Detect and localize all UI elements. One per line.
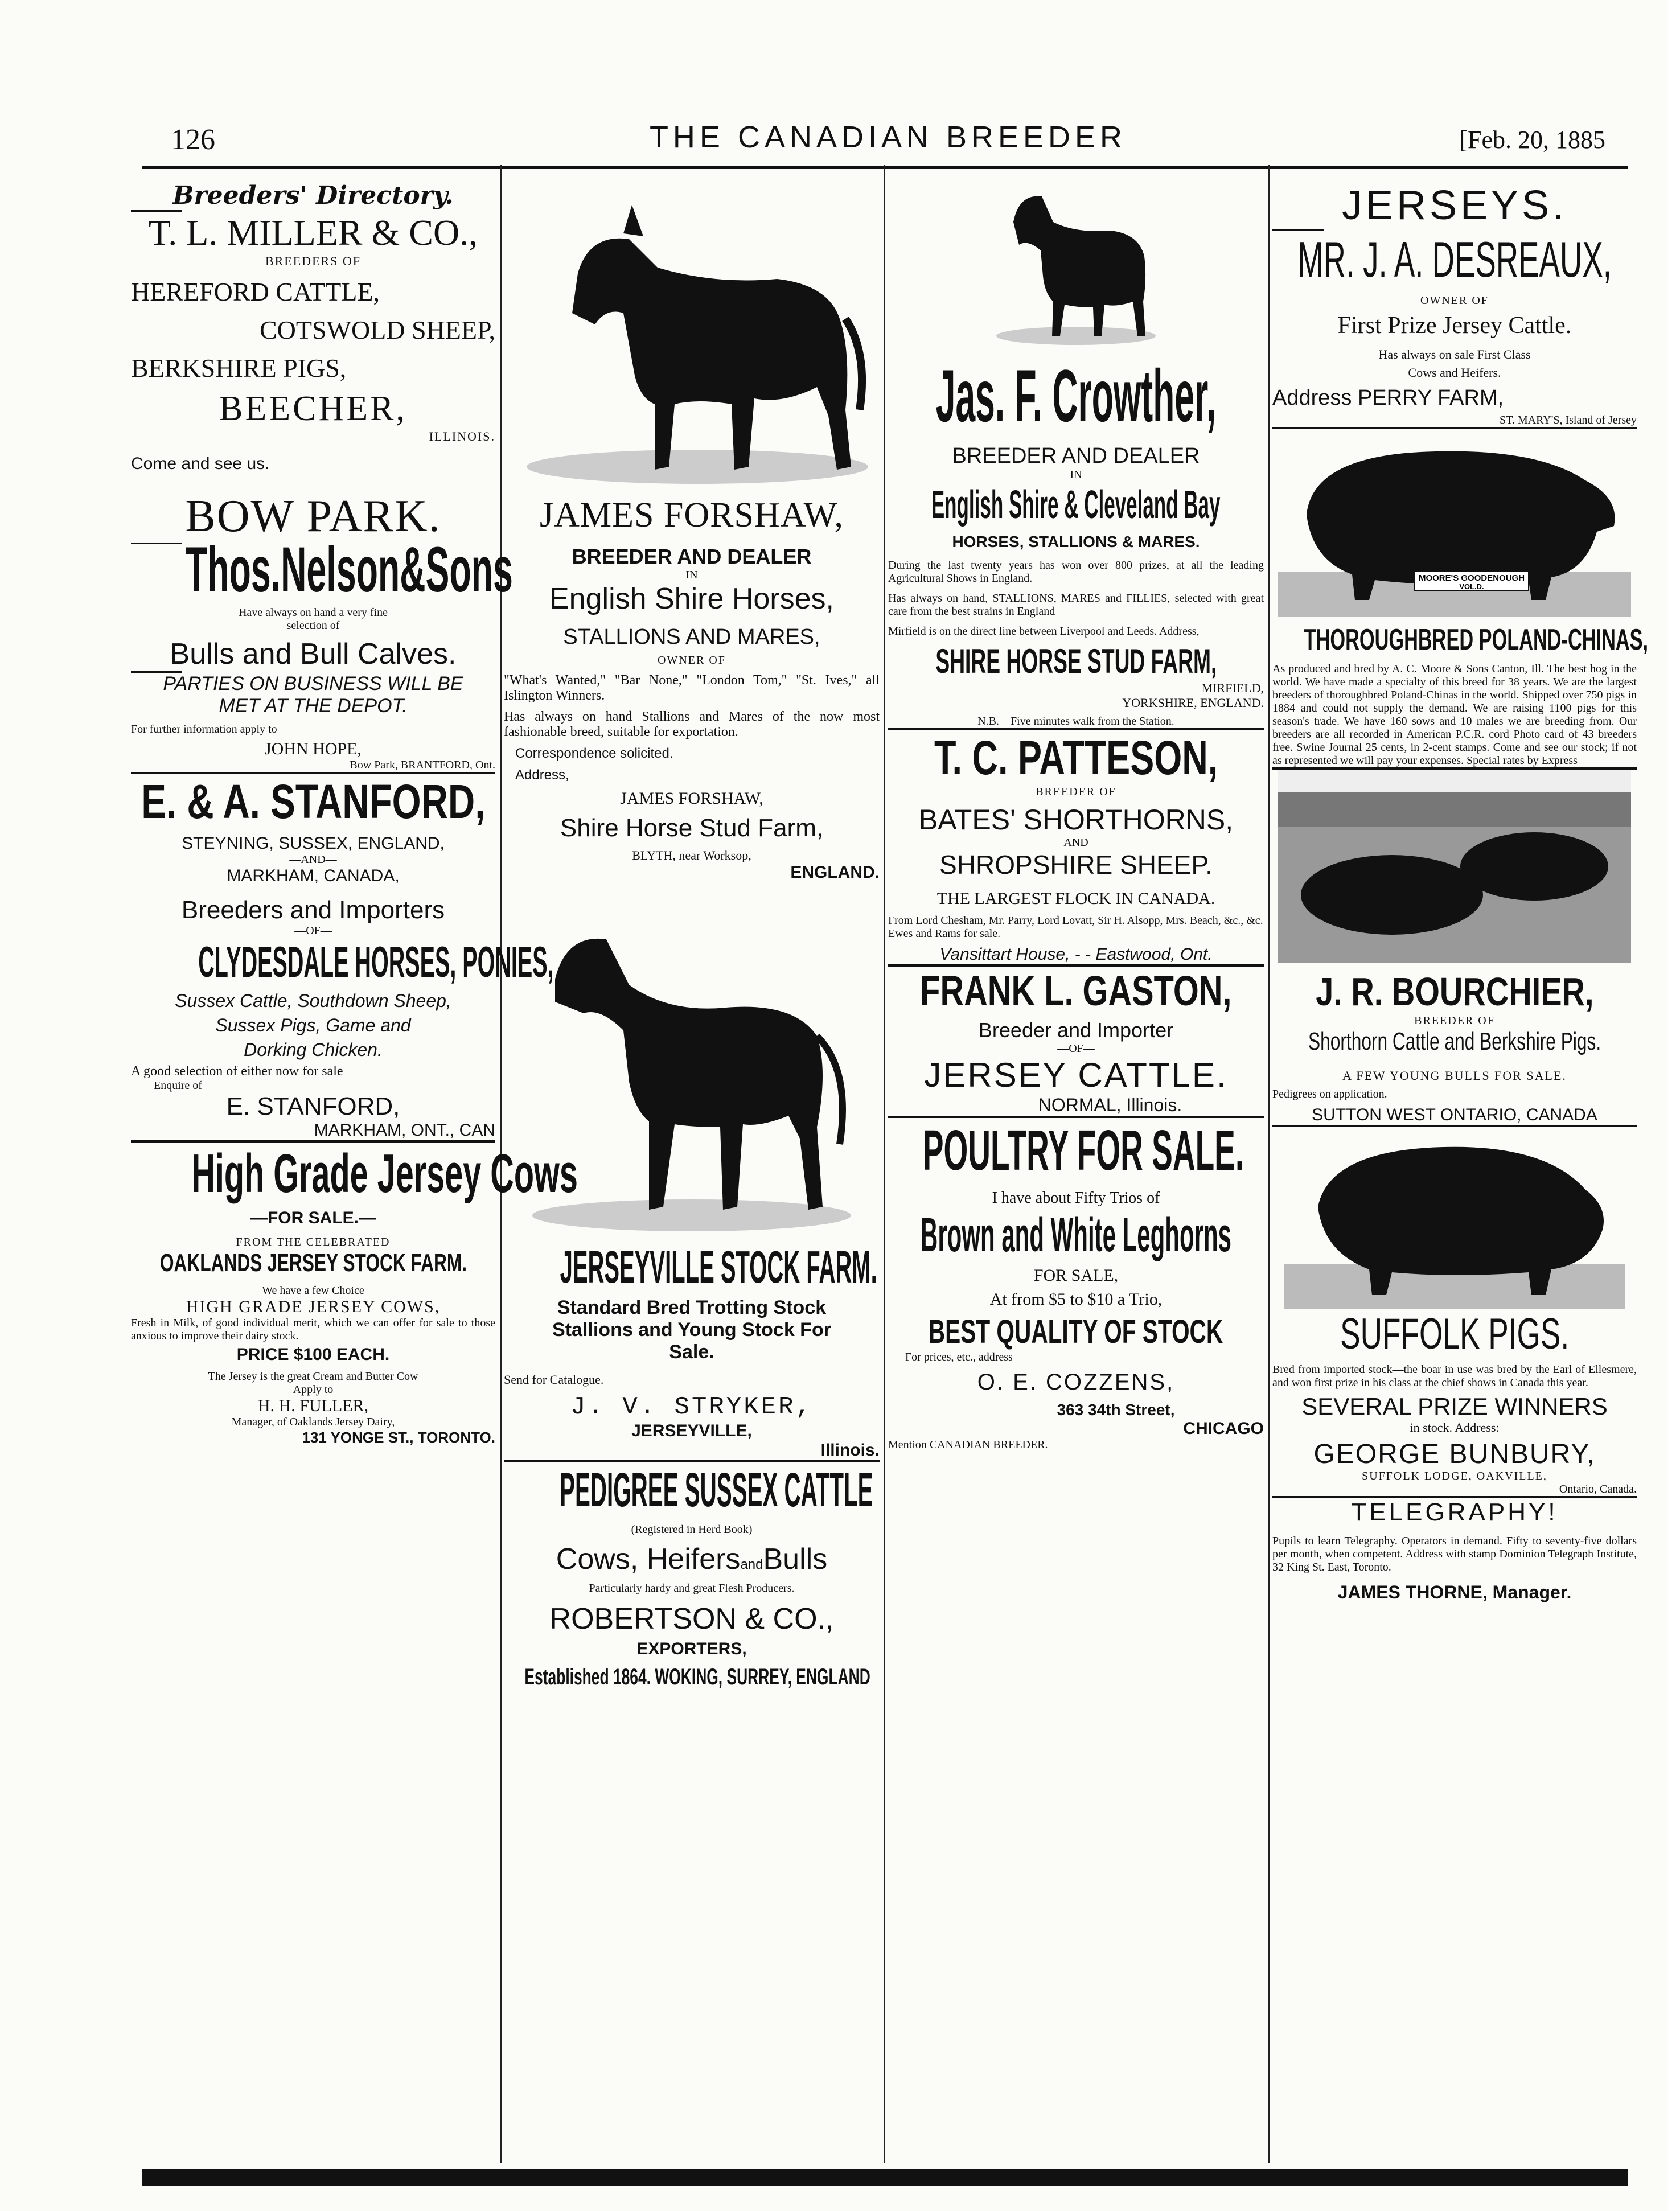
ad-text: Has always on sale First Class [1378, 347, 1531, 361]
nelson-heading: Thos.Nelson&Sons [185, 534, 513, 605]
ad-text: English Shire & Cleveland Bay [931, 482, 1221, 527]
column-3 [888, 171, 1264, 2163]
shire-horse-illustration [510, 171, 874, 495]
ad-text: —IN— [674, 569, 709, 581]
ad-text: Vansittart House, - - Eastwood, Ont. [939, 945, 1213, 964]
ad-text: JAMES FORSHAW, [620, 789, 763, 808]
header-rule [142, 166, 1628, 169]
ad-text: OWNER OF [1420, 294, 1489, 307]
ad-text: During the last twenty years has won over 800 prizes, at all the leading Agricultural Shows in England. [888, 559, 1264, 585]
ad-text: EXPORTERS, [636, 1639, 747, 1658]
ad-text: ROBERTSON & CO., [549, 1602, 834, 1635]
ad-text: CLYDESDALE HORSES, PONIES, [198, 938, 554, 987]
ad-text: OAKLANDS JERSEY STOCK FARM. [159, 1249, 467, 1277]
ad-text: NORMAL, Illinois. [1038, 1095, 1182, 1115]
ad-text: Has always on hand, STALLIONS, MARES and FILLIES, selected with great care from the best strains in England [888, 592, 1264, 618]
ad-text [504, 1542, 880, 1576]
bourchier-heading: J. R. BOURCHIER, [1315, 969, 1594, 1014]
ad-text: OWNER OF [658, 654, 726, 667]
ad-text: I have about Fifty Trios of [992, 1189, 1160, 1207]
ad-text: Sussex Cattle, Southdown Sheep, [175, 991, 451, 1011]
ad-text: JERSEYVILLE, [631, 1421, 752, 1440]
ad-text: BREEDER AND DEALER [572, 545, 812, 568]
poland-china-pig-illustration [1278, 429, 1631, 617]
poland-heading: THOROUGHBRED POLAND-CHINAS, [1304, 623, 1649, 656]
jerseys-heading: JERSEYS. [1341, 183, 1568, 228]
trotting-horse-illustration [521, 899, 862, 1241]
ad-text: FOR SALE, [1033, 1266, 1119, 1285]
bottom-bar [142, 2169, 1628, 2186]
ad-text: N.B.—Five minutes walk from the Station. [977, 715, 1174, 728]
ad-text: Cows, Heifers [556, 1543, 741, 1576]
ad-text: BREEDERS OF [265, 254, 362, 268]
ad-text: A good selection of either now for sale [131, 1064, 343, 1079]
ad-text: SUTTON WEST ONTARIO, CANADA [1312, 1106, 1597, 1124]
ad-text: CHICAGO [1183, 1419, 1264, 1438]
ad-text: Send for Catalogue. [504, 1372, 604, 1387]
ad-text: IN [1070, 468, 1082, 481]
issue-date: [Feb. 20, 1885 [1459, 126, 1605, 154]
ad-text: STALLIONS AND MARES, [563, 625, 820, 649]
ad-text: Cows and Heifers. [1408, 365, 1501, 380]
ad-text: HIGH GRADE JERSEY COWS, [186, 1297, 441, 1316]
ad-text: "What's Wanted," "Bar None," "London Tom," "St. Ives," all Islington Winners. [504, 673, 880, 703]
ad-text: Dorking Chicken. [244, 1039, 383, 1060]
ad-text: ILLINOIS. [429, 429, 495, 443]
ad-text: Shorthorn Cattle and Berkshire Pigs. [1308, 1028, 1601, 1055]
page-number: 126 [171, 124, 215, 156]
suffolk-pig-illustration [1284, 1127, 1625, 1309]
directory-title: Breeders' Directory. [172, 181, 454, 210]
ad-text: Enquire of [154, 1079, 202, 1092]
ad-text: The Jersey is the great Cream and Butter Cow [208, 1370, 418, 1383]
ad-text: First Prize Jersey Cattle. [1337, 313, 1572, 339]
ad-text: Manager, of Oaklands Jersey Dairy, [231, 1416, 395, 1428]
ad-text: Ontario, Canada. [1559, 1483, 1637, 1495]
ad-text: YORKSHIRE, ENGLAND. [1122, 696, 1264, 710]
ad-text: Brown and White Leghorns [921, 1208, 1231, 1261]
ad-text: E. STANFORD, [226, 1092, 400, 1120]
ad-text: BATES' SHORTHORNS, [918, 804, 1234, 836]
ad-text: BEECHER, [219, 389, 407, 428]
column-rule [884, 165, 885, 2163]
ad-text: PRICE $100 EACH. [236, 1345, 390, 1364]
jerseyville-heading: JERSEYVILLE STOCK FARM. [560, 1242, 877, 1292]
ad-text: Address PERRY FARM, [1272, 386, 1504, 410]
ad-text: J. V. STRYKER, [570, 1393, 813, 1421]
ad-text: MARKHAM, ONT., CAN [314, 1121, 495, 1140]
ad-text: PARTIES ON BUSINESS WILL BE [163, 673, 463, 694]
ad-text: HEREFORD CATTLE, [131, 277, 380, 306]
ad-text: MARKHAM, CANADA, [227, 866, 400, 885]
ad-text: STEYNING, SUSSEX, ENGLAND, [182, 834, 445, 853]
ad-text: We have a few Choice [262, 1284, 364, 1297]
ad-text: —OF— [1057, 1042, 1095, 1055]
ad-text: Illinois. [820, 1441, 880, 1460]
poultry-heading: POULTRY FOR SALE. [922, 1119, 1244, 1182]
sussex-cattle-heading: PEDIGREE SUSSEX CATTLE [560, 1463, 873, 1517]
bow-park-heading: BOW PARK. [185, 491, 441, 541]
ad-text: MET AT THE DEPOT. [219, 695, 408, 717]
ad-text: GEORGE BUNBURY, [1313, 1439, 1596, 1469]
ad-text: At from $5 to $10 a Trio, [989, 1290, 1163, 1309]
ad-text: Breeder and Importer [978, 1018, 1174, 1042]
ad-text: Apply to [293, 1383, 334, 1396]
ad-text: SHIRE HORSE STUD FARM, [935, 642, 1217, 680]
ad-text: SHROPSHIRE SHEEP. [939, 850, 1213, 880]
ad-text: JERSEY CATTLE. [924, 1056, 1228, 1094]
ad-text: Bred from imported stock—the boar in use was bred by the Earl of Ellesmere, and won first prize in his class at the chief shows in Canada this year. [1272, 1363, 1637, 1389]
ad-text: in stock. Address: [1410, 1420, 1500, 1435]
shire-horse-small-illustration [991, 171, 1161, 353]
miller-name: T. L. MILLER & CO., [148, 212, 478, 253]
ad-text: For prices, etc., address [905, 1351, 1013, 1363]
ad-text: Fresh in Milk, of good individual merit, which we can offer for sale to those anxious to improve their dairy stock. [131, 1317, 495, 1342]
ad-text: BLYTH, near Worksop, [632, 848, 751, 862]
ad-text: —FOR SALE.— [250, 1209, 376, 1227]
ad-text: Have always on hand a very fine [238, 606, 388, 619]
ad-text: —OF— [294, 924, 332, 937]
ad-text: English Shire Horses, [549, 582, 834, 615]
ad-text: Standard Bred Trotting Stock Stallions and Young Stock For Sale. [552, 1297, 831, 1363]
ad-text: For further information apply to [131, 723, 277, 735]
ad-text: Has always on hand Stallions and Mares of the now most fashionable breed, suitable for exportation. [504, 709, 880, 739]
ad-text: Correspondence solicited. [515, 746, 673, 761]
ad-text: Mirfield is on the direct line between Liverpool and Leeds. Address, [888, 625, 1200, 638]
gaston-heading: FRANK L. GASTON, [920, 967, 1232, 1014]
desreaux-heading: MR. J. A. DESREAUX, [1297, 231, 1612, 287]
pig-caption: VOL.D. [1459, 582, 1484, 591]
ad-text: Pedigrees on application. [1272, 1088, 1387, 1100]
ad-text: BREEDER OF [1036, 786, 1116, 798]
ad-text: 131 YONGE ST., TORONTO. [302, 1429, 495, 1446]
ad-text: H. H. FULLER, [257, 1396, 369, 1415]
column-4 [1272, 171, 1649, 2163]
fuller-heading: High Grade Jersey Cows [191, 1143, 578, 1204]
ad-text: BREEDER AND DEALER [952, 444, 1200, 468]
ad-text: BREEDER OF [1414, 1014, 1495, 1027]
patteson-heading: T. C. PATTESON, [934, 731, 1218, 784]
ad-text: SEVERAL PRIZE WINNERS [1301, 1393, 1608, 1420]
suffolk-heading: SUFFOLK PIGS. [1340, 1310, 1570, 1358]
column-rule [1268, 165, 1270, 2163]
column-2 [504, 171, 880, 2163]
ad-text: O. E. COZZENS, [977, 1370, 1175, 1395]
ad-text: A FEW YOUNG BULLS FOR SALE. [1342, 1068, 1567, 1083]
ad-text: Ewes and Rams for sale. [888, 927, 1001, 940]
ad-text: 363 34th Street, [1057, 1401, 1175, 1419]
ad-text: Sussex Pigs, Game and [215, 1015, 411, 1035]
ad-text: Established 1864. WOKING, SURREY, ENGLAND [524, 1665, 870, 1690]
telegraphy-heading: TELEGRAPHY! [1351, 1498, 1558, 1526]
ad-text: and [740, 1557, 763, 1572]
ad-text: MIRFIELD, [1201, 681, 1264, 695]
crowther-heading: Jas. F. Crowther, [935, 354, 1217, 437]
ad-text: —AND— [289, 853, 337, 866]
ad-text: Bow Park, BRANTFORD, Ont. [350, 759, 495, 771]
page-header [159, 120, 1617, 159]
pig-caption: MOORE'S GOODENOUGH [1418, 573, 1525, 583]
ad-text: Bulls and Bull Calves. [170, 638, 457, 671]
ad-text: ST. MARY'S, Island of Jersey [1499, 414, 1637, 426]
ad-text: BEST QUALITY OF STOCK [929, 1313, 1223, 1350]
ad-text: Particularly hardy and great Flesh Producers. [589, 1582, 795, 1594]
ad-text: selection of [286, 619, 340, 632]
ad-text: Bulls [763, 1543, 828, 1576]
ad-text: Mention CANADIAN BREEDER. [888, 1439, 1048, 1451]
ad-text: ENGLAND. [790, 863, 880, 882]
ad-text: HORSES, STALLIONS & MARES. [952, 533, 1200, 550]
ad-text: Shire Horse Stud Farm, [560, 814, 824, 842]
ad-text: AND [1063, 836, 1088, 849]
ad-text: (Registered in Herd Book) [631, 1523, 753, 1536]
ad-text: JOHN HOPE, [264, 739, 362, 758]
ad-text: Pupils to learn Telegraphy. Operators in demand. Fifty to seventy-five dollars per month, when competent. Address with stamp Dominion Telegraph Institute, 32 King St. East, Toronto. [1272, 1535, 1637, 1573]
ad-text: JAMES THORNE, Manager. [1337, 1582, 1572, 1602]
ad-text: Breeders and Importers [181, 896, 445, 924]
forshaw-heading: JAMES FORSHAW, [540, 496, 844, 535]
ad-text: COTSWOLD SHEEP, [259, 315, 495, 344]
ad-text: Come and see us. [131, 454, 270, 473]
ad-text: FROM THE CELEBRATED [236, 1236, 391, 1248]
ad-text: From Lord Chesham, Mr. Parry, Lord Lovatt, Sir H. Alsopp, Mrs. Beach, &c., &c. [888, 914, 1263, 927]
ad-text: THE LARGEST FLOCK IN CANADA. [936, 889, 1215, 908]
ad-text: BERKSHIRE PIGS, [131, 354, 347, 383]
stanford-heading: E. & A. STANFORD, [141, 775, 486, 828]
ad-text: SUFFOLK LODGE, OAKVILLE, [1362, 1470, 1547, 1482]
pigs-in-field-illustration [1278, 770, 1631, 963]
ad-text: As produced and bred by A. C. Moore & Sons Canton, Ill. The best hog in the world. We have made a specialty of this breed for 38 years. We are the largest breeders of thoroughbred Poland-Chinas in the world. Shipped over 750 pigs in 1884 and could not supply the demand. We are raising 1100 pigs for this season's trade. We have 160 sows and 10 males we are breeding from. Our breeders are all recorded in American P.C.R. cord Photo card of 43 breeders free. Swine Journal 25 cents, in 2-cent stamps. Come and see our stock; if not as represented we will pay your expenses. Special rates by Express [1272, 663, 1637, 767]
ad-text: Address, [515, 767, 569, 783]
newspaper-title: THE CANADIAN BREEDER [649, 120, 1127, 154]
